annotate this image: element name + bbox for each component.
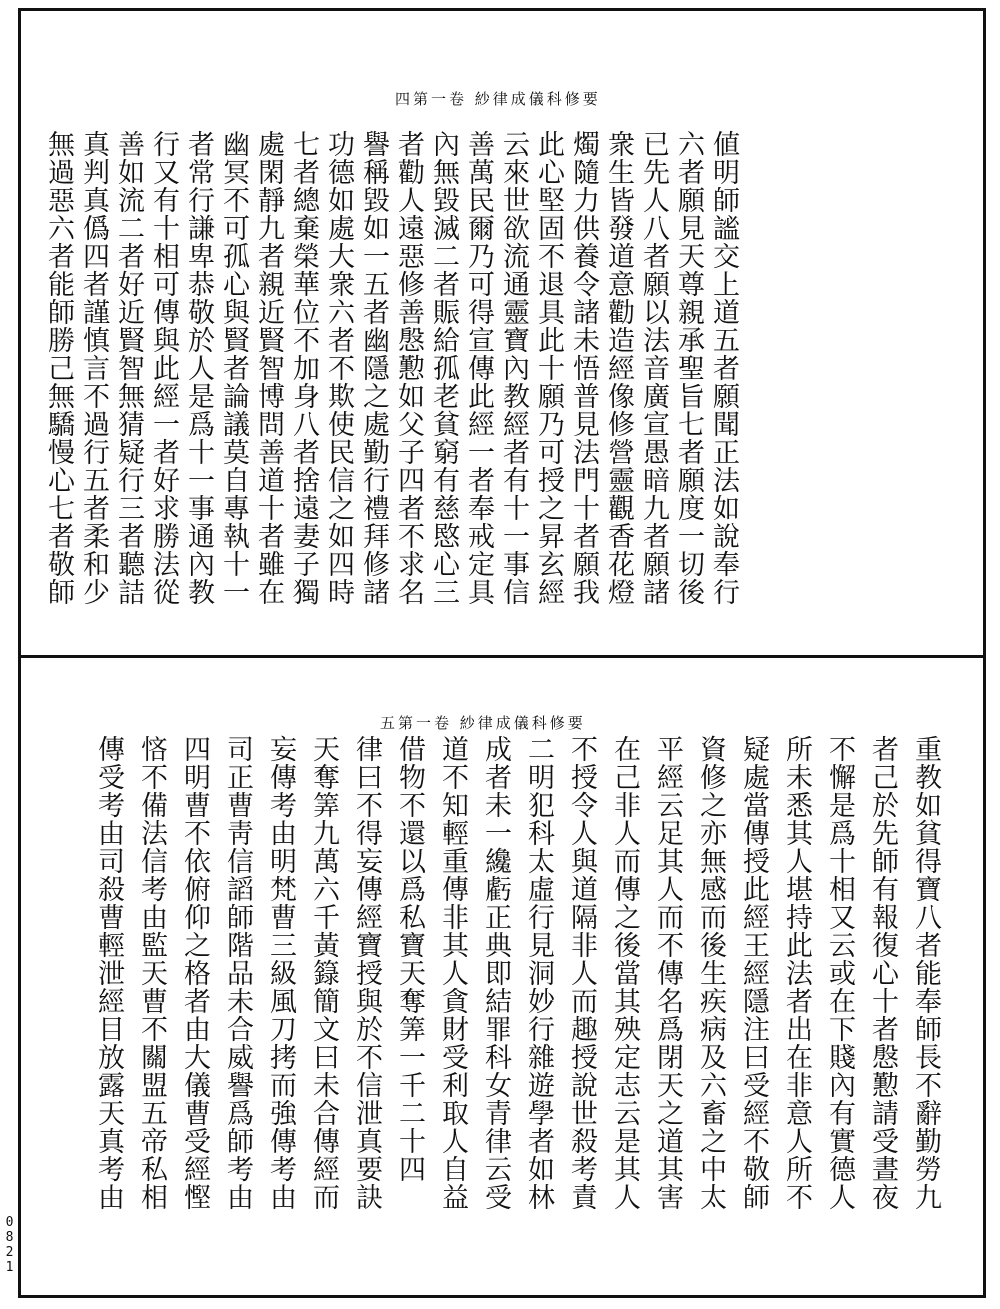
text-column: 不授令人與道隔非人而趣授說世殺考責 xyxy=(566,735,597,1211)
text-column: 內無毀滅二者賑給孤老貧窮有慈愍心三 xyxy=(428,130,459,606)
bottom-text-block xyxy=(36,735,984,1295)
text-column: 二明犯科太虛行見洞妙行雜遊學者如林 xyxy=(523,735,554,1211)
text-column: 在己非人而傳之後當其殃定志云是其人 xyxy=(609,735,640,1211)
text-column: 功德如處大衆六者不欺使民信之如四時 xyxy=(323,130,354,606)
text-column: 六者願見天尊親承聖旨七者願度一切後 xyxy=(673,130,704,606)
text-column: 四明曹不依俯仰之格者由大儀曹受經慳 xyxy=(179,735,210,1211)
text-column: 天奪筭九萬六千黃籙簡文曰未合傳經而 xyxy=(308,735,339,1211)
page-number: 0821 xyxy=(2,1215,17,1275)
text-column: 真判真僞四者謹慎言不過行五者柔和少 xyxy=(78,130,109,606)
text-column: 司正曹靑信謟師階品未合威譽爲師考由 xyxy=(222,735,253,1211)
text-column: 妄傳考由明梵曹三級風刀拷而強傳考由 xyxy=(265,735,296,1211)
text-column: 資修之亦無感而後生疾病及六畜之中太 xyxy=(695,735,726,1211)
text-column: 所未悉其人堪持此法者出在非意人所不 xyxy=(781,735,812,1211)
text-column: 値明師謐交上道五者願聞正法如說奉行 xyxy=(708,130,739,606)
text-column: 重教如貧得寶八者能奉師長不辭勤勞九 xyxy=(910,735,941,1211)
text-column: 借物不還以爲私寶天奪筭一千二十四 xyxy=(394,735,425,1183)
text-column: 傳受考由司殺曹輕泄經目放露天真考由 xyxy=(93,735,124,1211)
text-column: 善萬民爾乃可得宣傳此經一者奉戒定具 xyxy=(463,130,494,606)
text-column: 七者總棄榮華位不加身八者捨遠妻子獨 xyxy=(288,130,319,606)
text-column: 幽冥不可孤心與賢者論議莫自專執十一 xyxy=(218,130,249,606)
text-column: 燭隨力供養令諸未悟普見法門十者願我 xyxy=(568,130,599,606)
half-divider xyxy=(18,655,986,658)
text-column: 疑處當傳授此經王經隱注曰受經不敬師 xyxy=(738,735,769,1211)
text-column: 者己於先師有報復心十者慇懃請受晝夜 xyxy=(867,735,898,1211)
text-column: 處閑靜九者親近賢智博問善道十者雖在 xyxy=(253,130,284,606)
text-column: 成者未一纔虧正典即結罪科女青律云受 xyxy=(480,735,511,1211)
text-column: 不懈是爲十相又云或在下賤內有實德人 xyxy=(824,735,855,1211)
text-column: 者勸人遠惡修善慇懃如父子四者不求名 xyxy=(393,130,424,606)
text-column: 云來世欲流通靈寶內教經者有十一事信 xyxy=(498,130,529,606)
text-column: 者常行謙卑恭敬於人是爲十一事通內教 xyxy=(183,130,214,606)
text-column: 衆生皆發道意勸造經像修營靈觀香花燈 xyxy=(603,130,634,606)
text-column: 此心堅固不退具此十願乃可授之昇玄經 xyxy=(533,130,564,606)
bottom-page-header: 五第一卷 紗律成儀科修要 xyxy=(380,714,586,732)
text-column: 律曰不得妄傳經寶授與於不信泄真要訣 xyxy=(351,735,382,1211)
text-column: 譽稱毀如一五者幽隱之處勤行禮拜修諸 xyxy=(358,130,389,606)
text-column: 無過惡六者能師勝己無驕慢心七者敬師 xyxy=(43,130,74,606)
text-column: 行又有十相可傳與此經一者好求勝法從 xyxy=(148,130,179,606)
text-column: 平經云足其人而不傳名爲閉天之道其害 xyxy=(652,735,683,1211)
text-column: 已先人八者願以法音廣宣愚暗九者願諸 xyxy=(638,130,669,606)
text-column: 道不知輕重傳非其人貪財受利取人自益 xyxy=(437,735,468,1211)
text-column: 悋不備法信考由監天曹不關盟五帝私相 xyxy=(136,735,167,1211)
top-page-header: 四第一卷 紗律成儀科修要 xyxy=(395,90,601,108)
top-text-block xyxy=(36,130,739,655)
text-column: 善如流二者好近賢智無猜疑行三者聽詰 xyxy=(113,130,144,606)
